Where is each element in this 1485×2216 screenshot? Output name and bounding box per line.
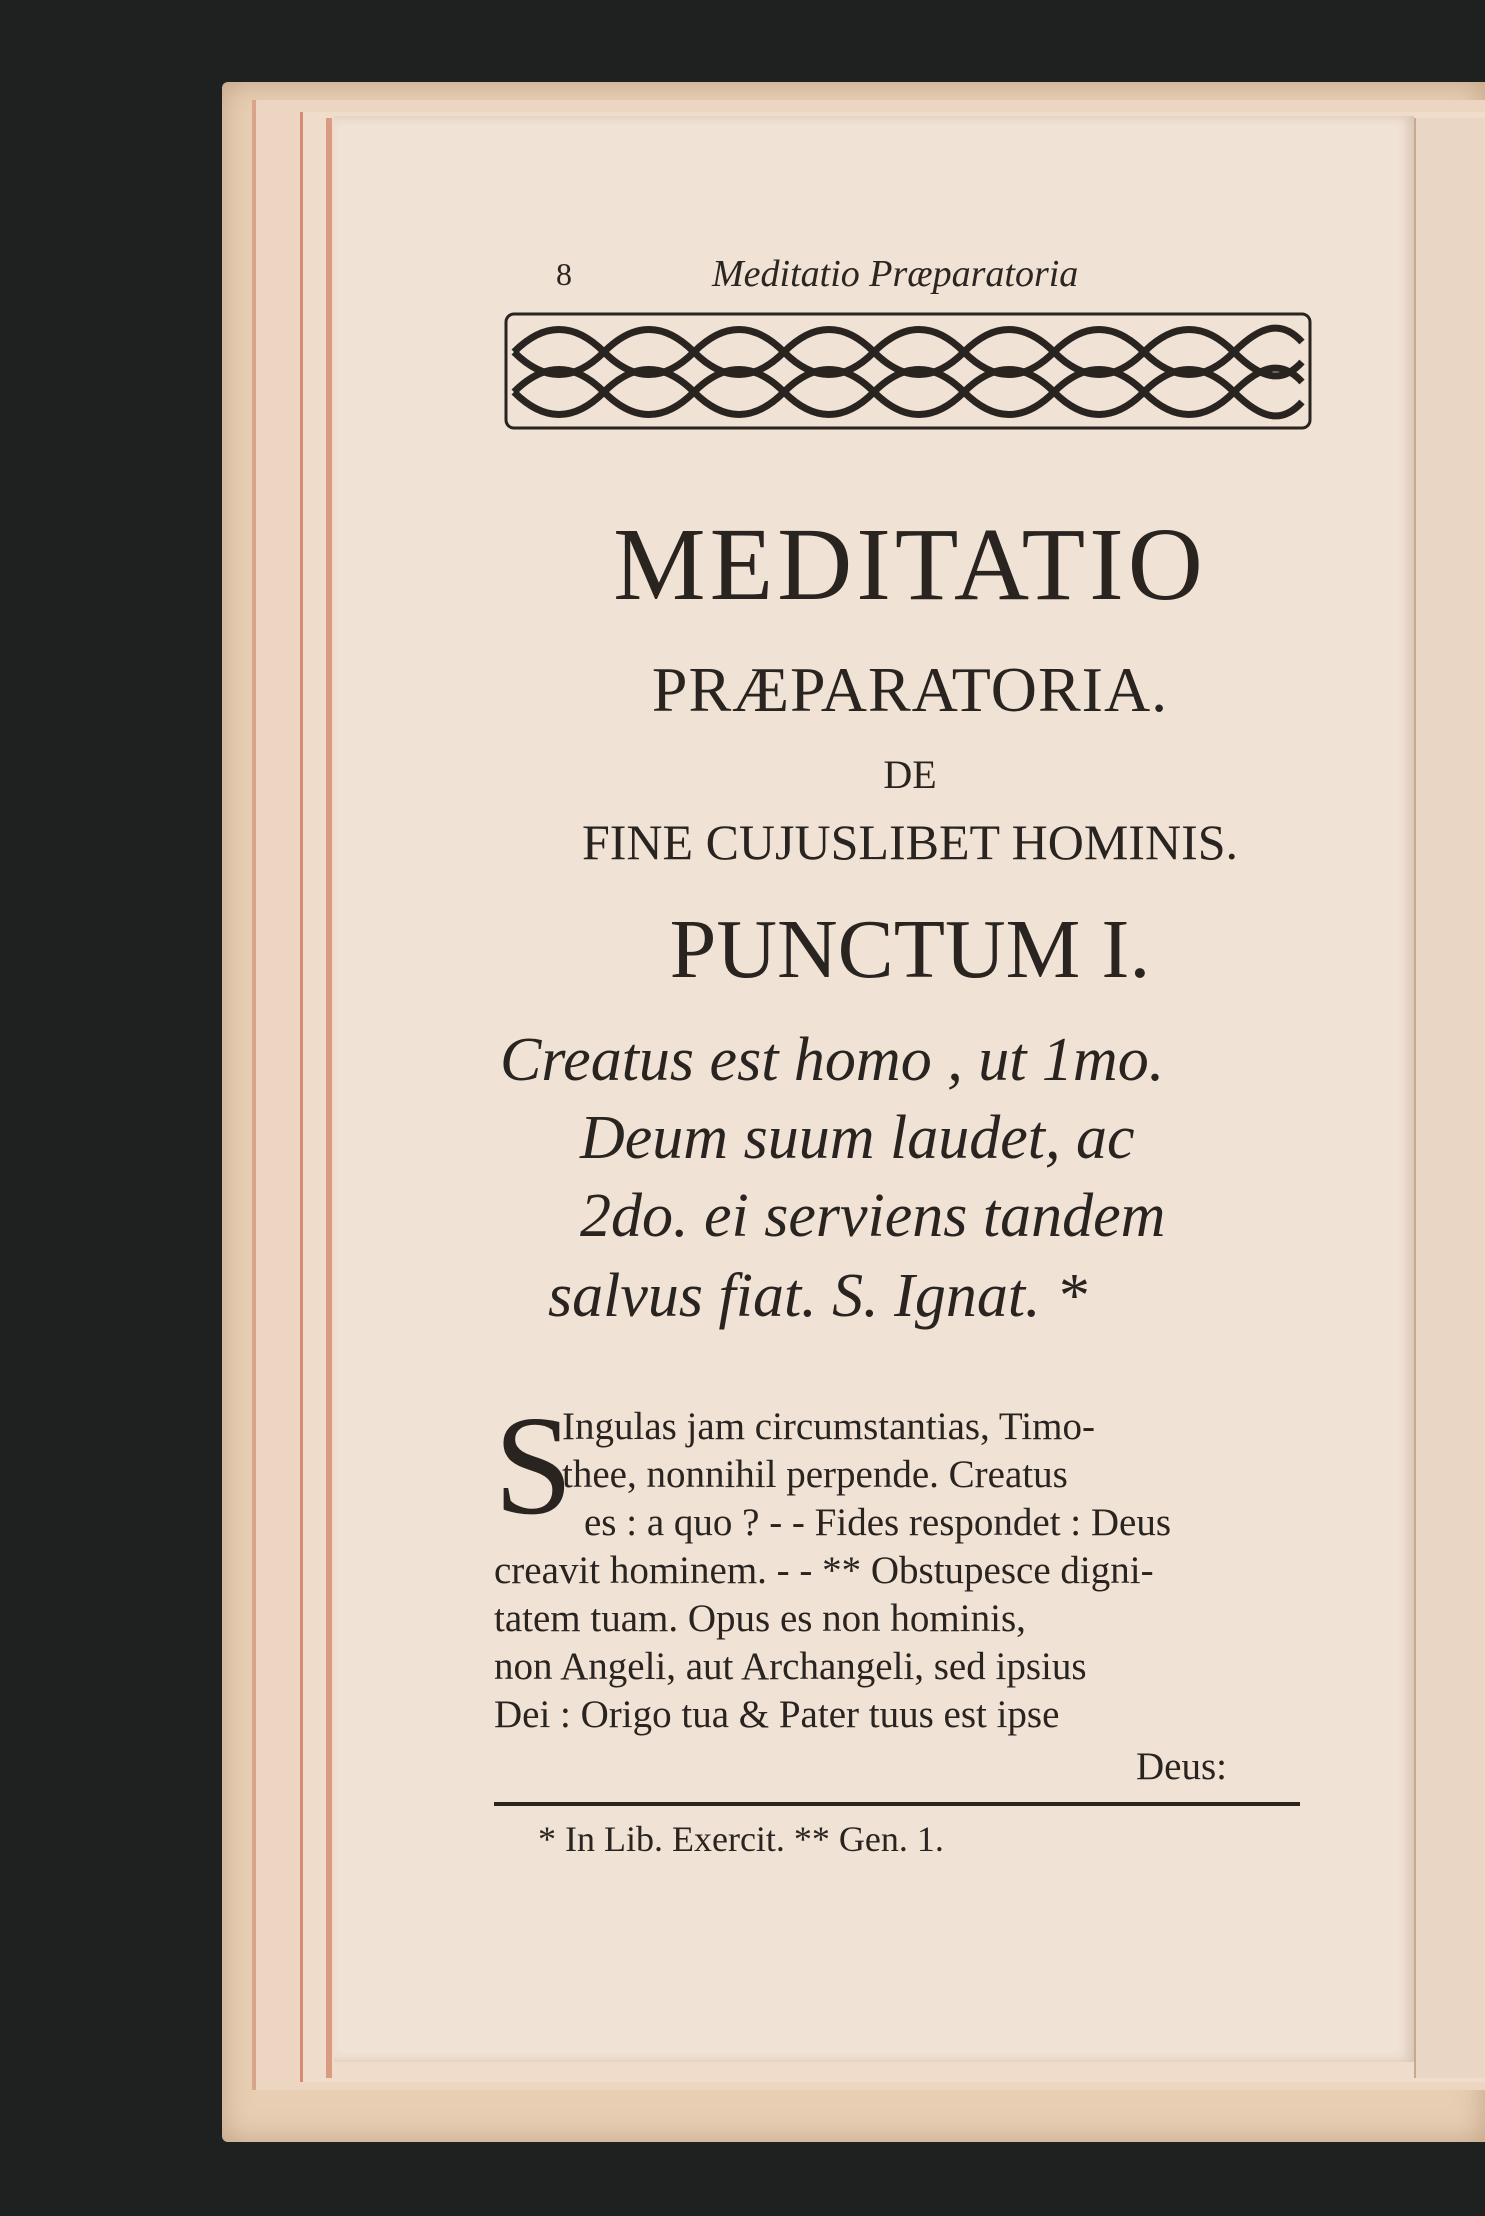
title-fine-hominis: FINE CUJUSLIBET HOMINIS.: [581, 814, 1239, 870]
motto-line-2: Deum suum laudet, ac: [580, 1104, 1135, 1172]
running-title: Meditatio Præparatoria: [712, 253, 1079, 295]
drop-cap: S: [494, 1386, 573, 1544]
title-de: DE: [883, 752, 937, 797]
page-number: 8: [556, 256, 572, 292]
title-meditatio: MEDITATIO: [613, 507, 1207, 622]
body-line-4: creavit hominem. - - ** Obstupesce digni-: [494, 1549, 1154, 1592]
motto-line-4: salvus fiat. S. Ignat. *: [548, 1262, 1088, 1330]
ornament-band: [504, 312, 1312, 430]
body-line-2: thee, nonnihil perpende. Creatus: [562, 1453, 1068, 1496]
title-praeparatoria: PRÆPARATORIA.: [651, 654, 1169, 725]
title-punctum: PUNCTUM I.: [669, 903, 1151, 996]
footnote-rule: [494, 1802, 1300, 1806]
body-line-6: non Angeli, aut Archangeli, sed ipsius: [494, 1645, 1087, 1688]
catchword: Deus:: [1136, 1745, 1227, 1788]
body-line-1: Ingulas jam circumstantias, Timo-: [562, 1405, 1095, 1448]
body-line-5: tatem tuam. Opus es non hominis,: [494, 1597, 1026, 1640]
motto-line-3: 2do. ei serviens tandem: [580, 1182, 1166, 1250]
red-page-edge: [326, 118, 332, 2078]
motto-line-1: Creatus est homo , ut 1mo.: [500, 1026, 1165, 1094]
body-line-3: es : a quo ? - - Fides respondet : Deus: [584, 1501, 1172, 1544]
footnote: * In Lib. Exercit. ** Gen. 1.: [538, 1819, 944, 1859]
body-line-7: Dei : Origo tua & Pater tuus est ipse: [494, 1693, 1060, 1736]
facing-page-edge: [1414, 118, 1485, 2078]
